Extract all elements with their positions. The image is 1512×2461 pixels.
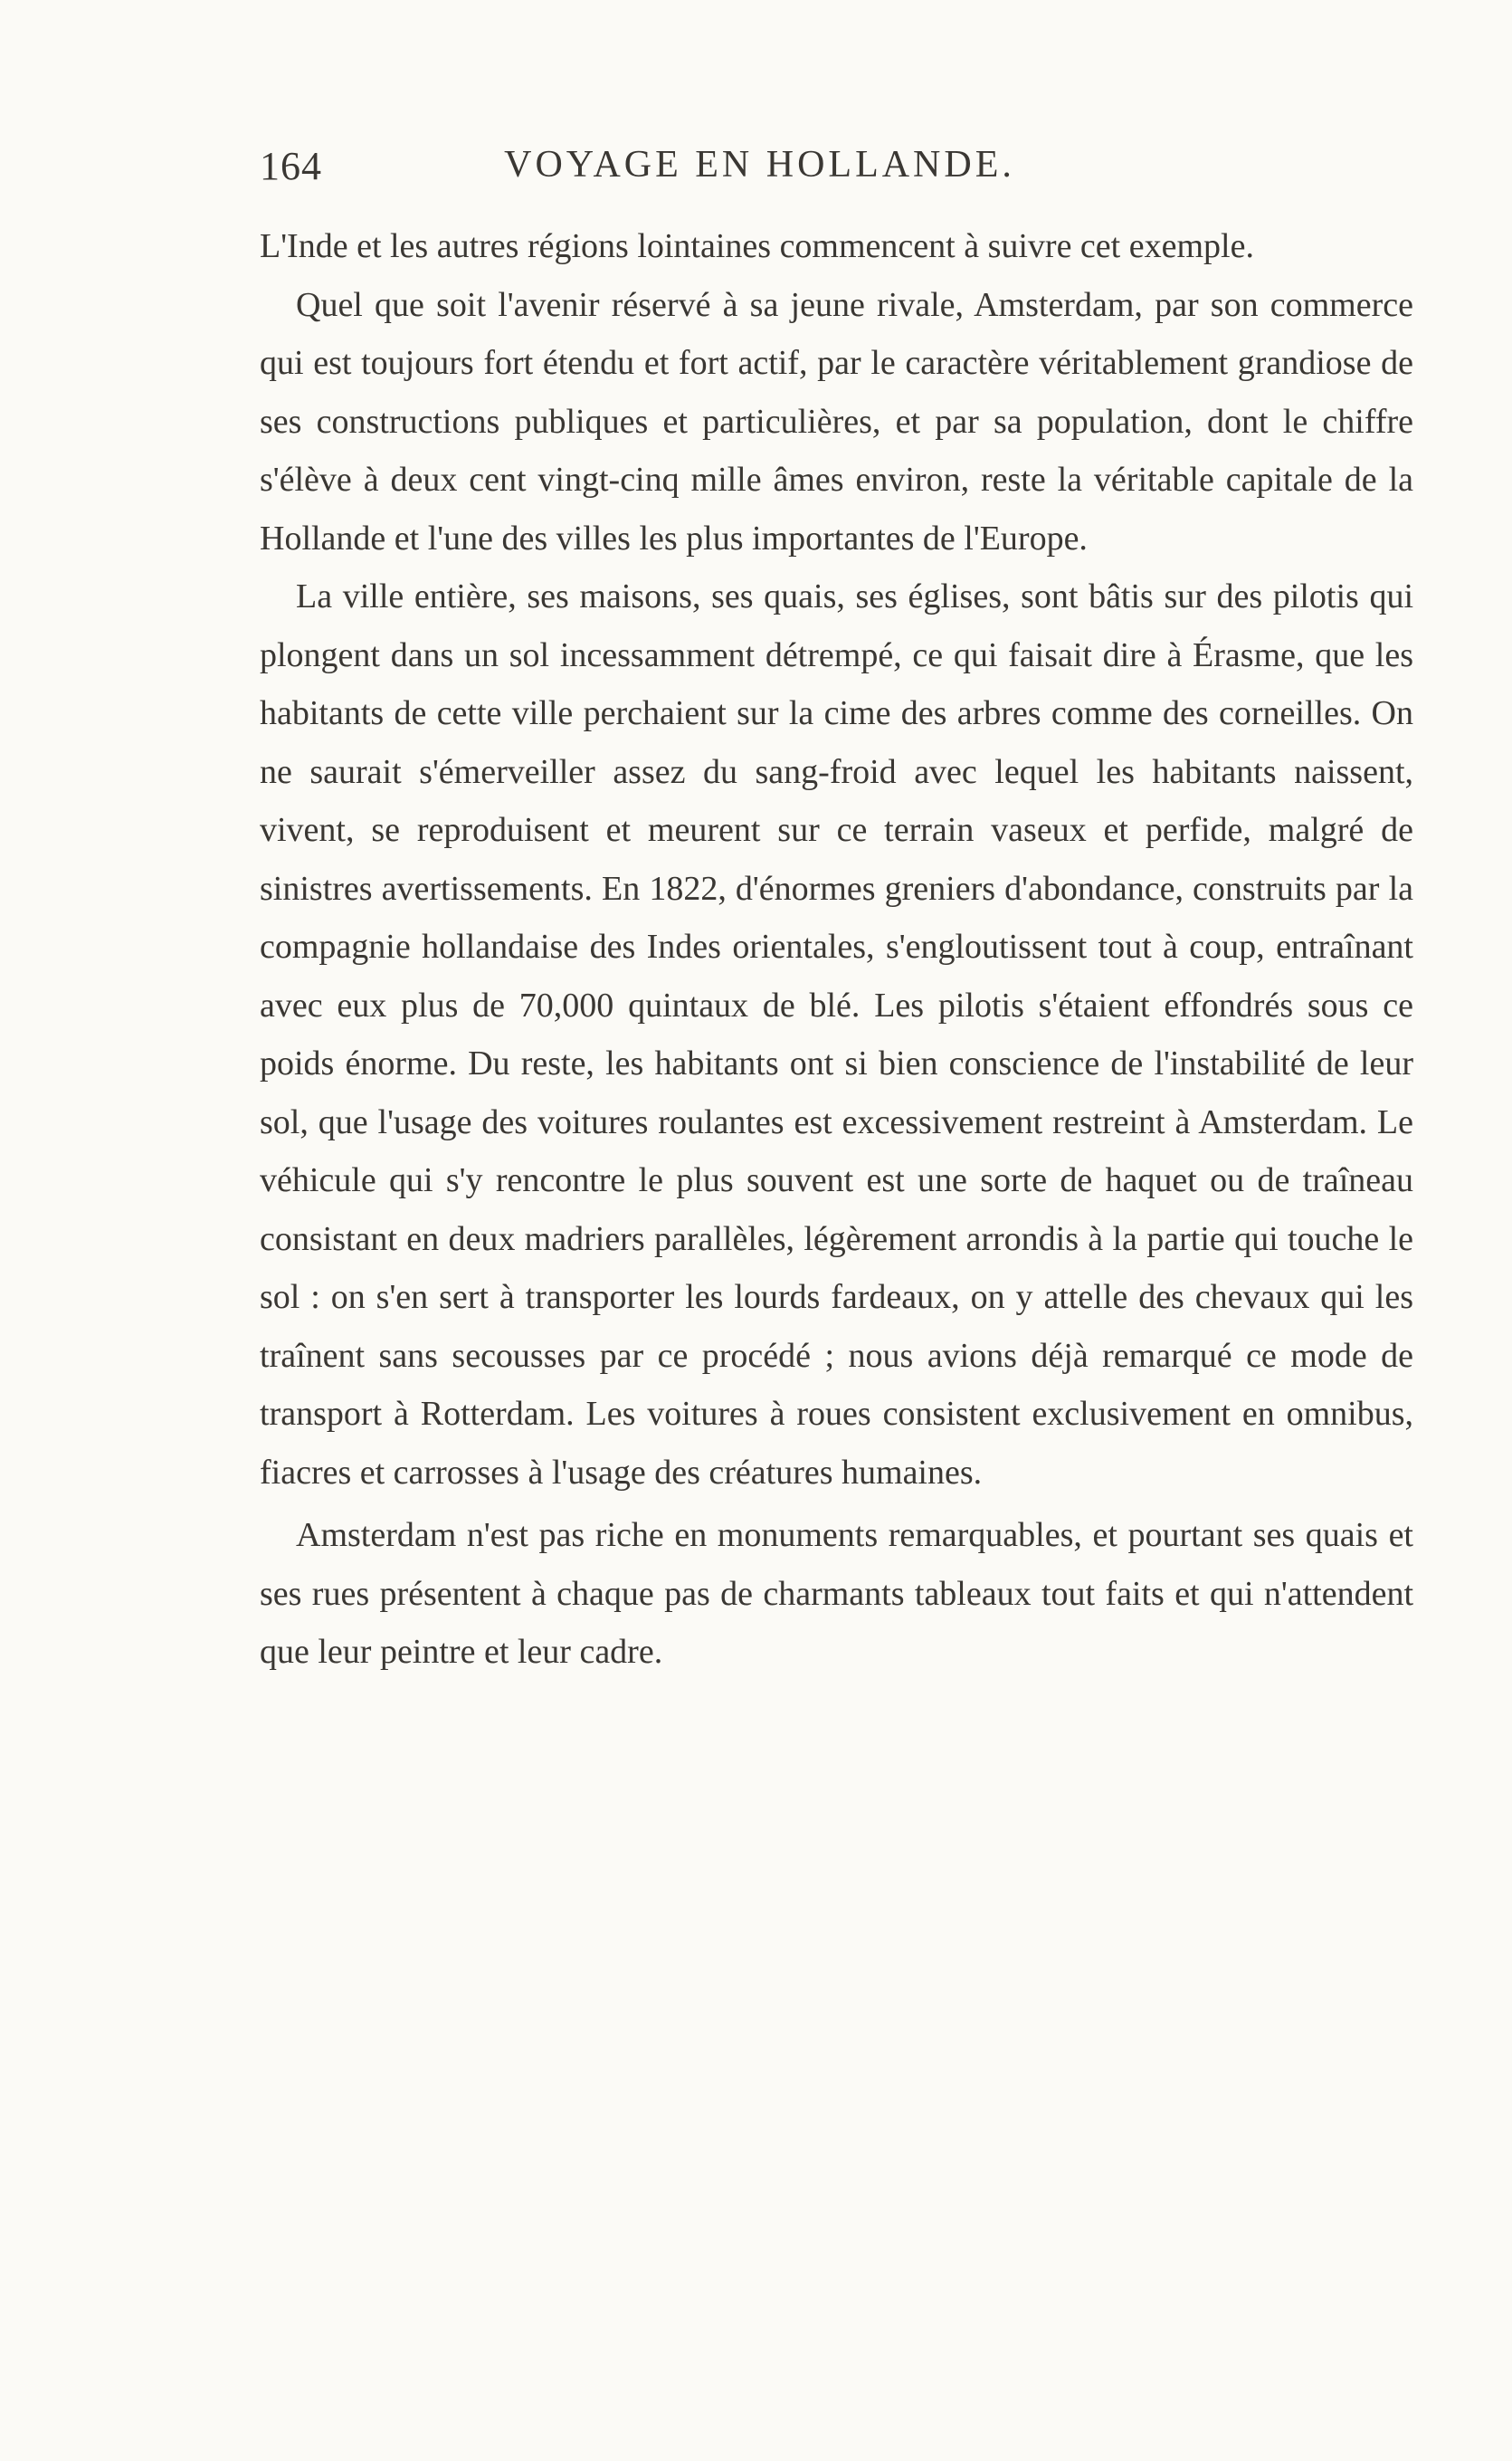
- paragraph: Amsterdam n'est pas riche en monuments remarquables, et pourtant ses quais et ses rues présentent à chaque pas de charmants tableaux tout faits et qui n'attendent que leur peintre et leur cadre.: [260, 1516, 1413, 1671]
- page-number: 164: [260, 144, 322, 188]
- page-header: [260, 143, 1260, 197]
- paragraph: La ville entière, ses maisons, ses quais, ses églises, sont bâtis sur des pilotis qui plongent dans un sol incessamment détrempé, ce qui faisait dire à Érasme, que les habitants de cette ville perchaient sur la cime des arbres comme des corneilles. On ne saurait s'émerveiller assez du sang-froid avec lequel les habitants naissent, vivent, se reproduisent et meurent sur ce terrain vaseux et perfide, malgré de sinistres avertissements. En 1822, d'énormes greniers d'abondance, construits par la compagnie hollandaise des Indes orientales, s'engloutissent tout à coup, entraînant avec eux plus de 70,000 quintaux de blé. Les pilotis s'étaient effondrés sous ce poids énorme. Du reste, les habitants ont si bien conscience de l'instabilité de leur sol, que l'usage des voitures roulantes est excessivement restreint à Amsterdam. Le véhicule qui s'y rencontre le plus souvent est une sorte de haquet ou de traîneau consistant en deux madriers parallèles, légèrement arrondis à la partie qui touche le sol : on s'en sert à transporter les lourds fardeaux, on y attelle des chevaux qui les traînent sans secousses par ce procédé ; nous avions déjà remarqué ce mode de transport à Rotterdam. Les voitures à roues consistent exclusivement en omnibus, fiacres et carrosses à l'usage des créatures humaines.: [260, 577, 1413, 1492]
- running-title: VOYAGE EN HOLLANDE.: [504, 144, 1015, 186]
- body-text: [260, 217, 1413, 1682]
- paragraph: L'Inde et les autres régions lointaines commencent à suivre cet exemple.: [260, 227, 1254, 265]
- paragraph: Quel que soit l'avenir réservé à sa jeune rivale, Amsterdam, par son commerce qui est toujours fort étendu et fort actif, par le caractère véritablement grandiose de ses constructions publiques et particulières, et par sa population, dont le chiffre s'élève à deux cent vingt-cinq mille âmes environ, reste la véritable capitale de la Hollande et l'une des villes les plus importantes de l'Europe.: [260, 285, 1413, 558]
